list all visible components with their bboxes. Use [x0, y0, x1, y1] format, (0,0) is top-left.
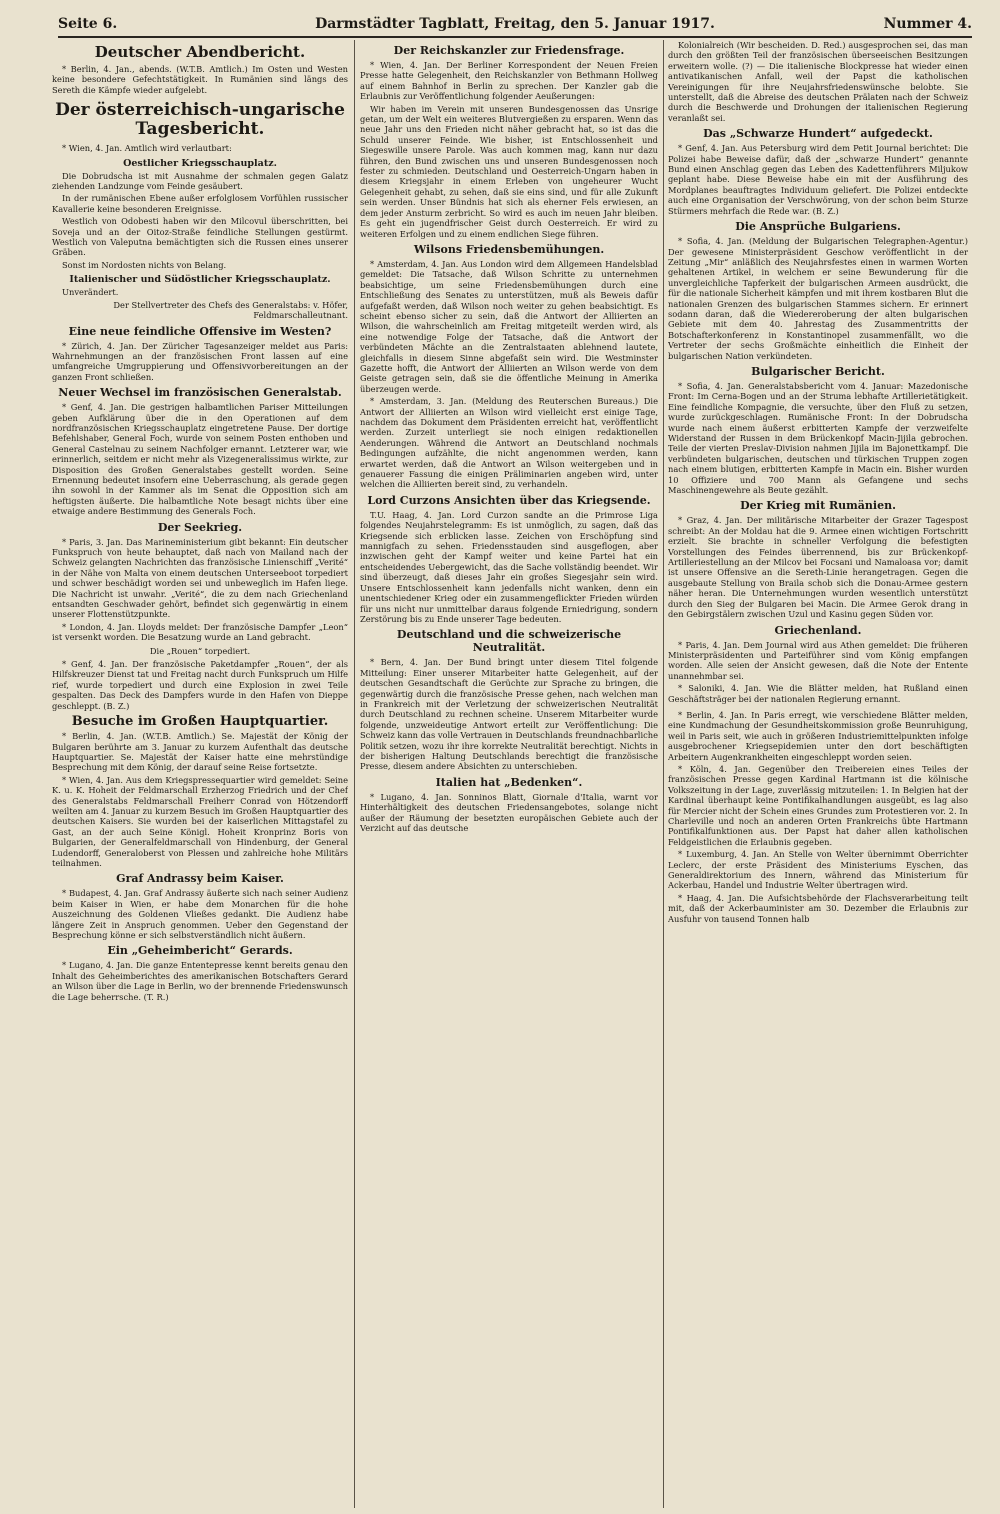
paragraph: * Zürich, 4. Jan. Der Züricher Tagesanzeiger meldet aus Paris: Wahrnehmungen an der französischen Front lassen auf eine umfangreiche Umgruppierung und Offensivvorbereitungen an der ganzen Front schließen.	[52, 340, 348, 382]
headline-offensive: Eine neue feindliche Offensive im Westen?	[68, 324, 332, 338]
article-abendbericht: * Berlin, 4. Jan., abends. (W.T.B. Amtlich.) Im Osten und Westen keine besondere Gefechtstätigkeit. In Rumänien sind längs des Sereth die Kämpfe wieder aufgelebt.	[52, 64, 348, 95]
paragraph: * Amsterdam, 3. Jan. (Meldung des Reuterschen Bureaus.) Die Antwort der Alliierten an Wilson wird vielleicht erst einige Tage, nachdem das Dokument dem Präsidenten erreicht hat, veröffentlicht werden. Zurzeit unterliegt sie noch einigen redaktionellen Aenderungen. Während die Antwort an Deutschland nochmals Bedingungen aufzählte, die nicht angenommen werden, kann erwartet werden, daß die Antwort an Wilson weitergeben und in genauerer Fassung die einigen Präliminarien angeben wird, unter welchen die Alliierten bereit sind, zu verhandeln.	[360, 396, 658, 490]
paragraph: T.U. Haag, 4. Jan. Lord Curzon sandte an die Primrose Liga folgendes Neujahrstelegramm: Es ist unmöglich, zu sagen, daß das Kriegsende sich erblicken lasse. Zeichen von Erschöpfung sind mannigfach zu sehen. Friedensstauden sind ausgeflogen, aber inzwischen geht der Kampf weiter und keine Partei hat ein entscheidendes Uebergewicht, das die Sache vollständig beendet. Wir sind überzeugt, daß dieses Jahr ein großes Siegesjahr sein wird. Unsere Entschlossenheit kann jedenfalls nicht wanken, denn ein unentschiedener Krieg oder ein zusammengeflickter Frieden würden für uns nicht nur unmittelbar daraus folgende Erniedrigung, sondern Zerstörung bis zu Ende unserer Tage bedeuten.	[360, 509, 658, 624]
paragraph: * Genf, 4. Jan. Der französische Paketdampfer „Rouen“, der als Hilfskreuzer Dienst tat und Freitag nacht durch Funkspruch um Hilfe rief, wurde torpediert und durch eine Explosion in zwei Teile gespalten. Das Deck des Dampfers wurde in den Hafen von Dieppe geschleppt. (B. Z.)	[52, 659, 348, 711]
column-1	[52, 40, 348, 1508]
headline-wilson: Wilsons Friedensbemühungen.	[413, 242, 605, 256]
paragraph: * Wien, 4. Jan. Der Berliner Korrespondent der Neuen Freien Presse hatte Gelegenheit, den Reichskanzler von Bethmann Hollweg auf einem Bahnhof in Berlin zu sprechen. Der Kanzler gab die Erlaubnis zur Veröffentlichung folgender Aeußerungen:	[360, 60, 658, 102]
paragraph: * Sofia, 4. Jan. Generalstabsbericht vom 4. Januar: Mazedonische Front: Im Cerna-Bogen und an der Struma lebhafte Artillerietätigkeit. Eine feindliche Kompagnie, die versuchte, über den Fluß zu setzen, wurde zurückgeschlagen. Rumänische Front: In der Dobrudscha wurde nach einem äußerst erbitterten Kampfe der verzweifelte Widerstand der Russen in dem Brückenkopf Macin-Jijila gebrochen. Teile der vierten Preslav-Division nahmen Jijila im Bajonettkampf. Die verbündeten bulgarischen, deutschen und türkischen Truppen zogen nach einem blutigen, erbitterten Kampfe in Macin ein. Bisher wurden 10 Offiziere und 700 Mann als Gefangene und sechs Maschinengewehre als Beute gezählt.	[668, 380, 968, 496]
paragraph: * Köln, 4. Jan. Gegenüber den Treibereien eines Teiles der französischen Presse gegen Kardinal Hartmann ist die kölnische Volkszeitung in der Lage, zuverlässig mitzuteilen: 1. In Belgien hat der Kardinal überhaupt keine Pontifikalhandlungen ausgeübt, es lag also für Mercier nicht der Schein eines Grundes zum Protestieren vor. 2. In Charleville und noch an anderen Orten Frankreichs übte Hartmann Pontifikalfunktionen aus. Der Papst hat daher allen katholischen Feldgeistlichen die Erlaubnis gegeben.	[668, 763, 968, 847]
headline-seekrieg: Der Seekrieg.	[157, 520, 243, 534]
paragraph: In der rumänischen Ebene außer erfolglosem Vorfühlen russischer Kavallerie keine besonderen Ereignisse.	[52, 193, 348, 214]
column-divider	[354, 40, 355, 1508]
headline-bulgarien: Die Ansprüche Bulgariens.	[735, 220, 901, 234]
masthead	[58, 14, 972, 38]
paragraph: * Amsterdam, 4. Jan. Aus London wird dem Allgemeen Handelsblad gemeldet: Die Tatsache, daß Wilson Schritte zu unternehmen beabsichtige, um seine Friedensbemühungen durch eine Entschließung des Senates zu unterstützen, muß als Beweis dafür aufgefaßt werden, daß Wilson noch weiter zu gehen beabsichtigt. Es scheint ebenso sicher zu sein, daß die Antwort der Alliierten an Wilson, die wahrscheinlich am Freitag mitgeteilt werden wird, als eine notwendige Folge der Tatsache, daß die Antwort der verbündeten Mächte an die Zentralstaaten ablehnend lautete, gleichfalls in diesem Sinne abgefaßt sein wird. Die Westminster Gazette hofft, die Antwort der Alliierten an Wilson werde von dem Geiste getragen sein, daß sie die öffentliche Meinung in Amerika überzeugen werde.	[360, 258, 658, 394]
headline-besuche: Besuche im Großen Hauptquartier.	[71, 714, 329, 730]
headline-rumaenien: Der Krieg mit Rumänien.	[740, 499, 896, 513]
paragraph: * Budapest, 4. Jan. Graf Andrassy äußerte sich nach seiner Audienz beim Kaiser in Wien, er habe dem Monarchen für die hohe Auszeichnung des Goldenen Vließes gedankt. Die Audienz habe längere Zeit in Anspruch genommen. Ueber den Gegenstand der Besprechung könne er sich selbstverständlich nicht äußern.	[52, 888, 348, 940]
paragraph: * Graz, 4. Jan. Der militärische Mitarbeiter der Grazer Tagespost schreibt: An der Moldau hat die 9. Armee einen wichtigen Fortschritt erzielt. Sie brachte in schneller Verfolgung die befestigten Vorstellungen des Feindes überrennend, bis zur Brückenkopf-Artilleriestellung an der Milcov bei Focsani und Namaloasa vor; damit ist unsere Offensive an die Sereth-Linie herangetragen. Gegen die ausgebaute Stellung von Braila schob sich die Donau-Armee gestern näher heran. Die Unternehmungen wurden wesentlich unterstützt durch den Sieg der Bulgaren bei Macin. Die Armee Gerok drang in den Gebirgstälern zwischen Uzul und Kasinu gegen Süden vor.	[668, 515, 968, 620]
headline-gerard: Ein „Geheimbericht“ Gerards.	[107, 944, 293, 958]
column-3	[668, 40, 968, 1508]
paragraph: * Saloniki, 4. Jan. Wie die Blätter melden, hat Rußland einen Geschäftsträger bei der nationalen Regierung ernannt.	[668, 683, 968, 704]
paragraph: * Berlin, 4. Jan. In Paris erregt, wie verschiedene Blätter melden, eine Kundmachung der Gesundheitskommission große Beunruhigung, weil in Paris seit, wie auch in größeren Industriemittelpunkten infolge ausgebrochener Kriegsepidemien unter den dort beschäftigten Arbeitern Augenkrankheiten eingeschleppt worden seien.	[668, 709, 968, 762]
paragraph: Westlich von Odobesti haben wir den Milcovul überschritten, bei Soveja und an der Oitoz-Straße feindliche Stellungen gestürmt. Westlich von Valeputna bemächtigten sich die Russen eines unserer Gräben.	[52, 216, 348, 258]
subhead-italienisch: Italienischer und Südöstlicher Kriegsschauplatz.	[69, 274, 331, 286]
paragraph: * Genf, 4. Jan. Die gestrigen halbamtlichen Pariser Mitteilungen geben Aufklärung über die in den Operationen auf dem nordfranzösischen Kriegsschauplatz eingetretene Pause. Der dortige Befehlshaber, General Foch, wurde von seinem Posten enthoben und General Castelnau zu seinem Nachfolger ernannt. Letzterer war, wie erinnerlich, seitdem er nicht mehr als Vizegeneralissimus wirkte, zur Disposition des Großen Generalstabes gestellt worden. Seine Ernennung bedeutet insofern eine Ueberraschung, als gerade gegen ihn sowohl in der Kammer als im Senat die Opposition sich am heftigsten äußerte. Die halbamtliche Note besagt nichts über eine etwaige andere Bestimmung des Generals Foch.	[52, 402, 348, 517]
column-2	[360, 40, 658, 1508]
headline-oesterreich: Der österreichisch-ungarische Tagesbericht.	[55, 100, 345, 140]
paragraph: * Lugano, 4. Jan. Die ganze Ententepresse kennt bereits genau den Inhalt des Geheimberichtes des amerikanischen Botschafters Gerard an Wilson über die Lage in Berlin, wo der brennende Friedenswunsch die Lage beherrsche. (T. R.)	[52, 960, 348, 1002]
headline-schwarze-hundert: Das „Schwarze Hundert“ aufgedeckt.	[703, 127, 933, 141]
page-number: Seite 6.	[58, 16, 118, 32]
paragraph: Wir haben im Verein mit unseren Bundesgenossen das Unsrige getan, um der Welt ein weiteres Blutvergießen zu ersparen. Wenn das neue Jahr uns den Frieden nicht näher gebracht hat, so ist das die Schuld unserer Feinde. Wie bisher, ist Entschlossenheit und Siegeswille unsere Parole. Was auch kommen mag, kann nur dazu führen, den Bund zwischen uns und unseren Bundesgenossen noch fester zu schmieden. Deutschland und Oesterreich-Ungarn haben in diesem Kriegsjahr in einem Erleben von ungeheurer Wucht Gelegenheit gehabt, zu sehen, daß sie eins sind, und für alle Zukunft sein werden. Unser Bündnis hat sich als eherner Fels erwiesen, an dem jeder Ansturm zerbricht. So wird es auch im neuen Jahr bleiben. Es geht ein jugendfrischer Geist durch Oesterreich. Er wird zu weiteren Erfolgen und zu einem endlichen Siege führen.	[360, 103, 658, 239]
paragraph: Unverändert.	[62, 287, 119, 298]
headline-andrassy: Graf Andrassy beim Kaiser.	[116, 872, 284, 886]
issue-number: Nummer 4.	[883, 16, 972, 32]
headline-curzon: Lord Curzons Ansichten über das Kriegsende.	[367, 493, 651, 507]
subhead-rouen: Die „Rouen“ torpediert.	[149, 645, 251, 656]
newspaper-title: Darmstädter Tagblatt, Freitag, den 5. Januar 1917.	[315, 16, 715, 32]
paragraph: * Sofia, 4. Jan. (Meldung der Bulgarischen Telegraphen-Agentur.) Der gewesene Ministerpräsident Geschow veröffentlicht in der Zeitung „Mir“ anläßlich des Neujahrsfestes einen in warmen Worten gehaltenen Artikel, in welchem er seine Bewunderung für die unvergleichliche Tapferkeit der bulgarischen Armeen ausdrückt, die für die nationale Sicherheit kämpfen und mit ihrem kostbaren Blut die nationalen Grenzen des bulgarischen Stammes sichern. Er erinnert sodann daran, daß die Wiedereroberung der alten bulgarischen Gebiete mit dem 40. Jahrestag des Zusammentritts der Botschafterkonferenz in Konstantinopel zusammenfällt, wo die Vertreter der sechs Großmächte einheitlich die Einheit der bulgarischen Nation verkündeten.	[668, 236, 968, 361]
paragraph: * Bern, 4. Jan. Der Bund bringt unter diesem Titel folgende Mitteilung: Einer unserer Mitarbeiter hatte Gelegenheit, auf der deutschen Gesandtschaft die Gerüchte zur Sprache zu bringen, die gegenwärtig durch die französische Presse gehen, nach welchen man in Frankreich mit der Verletzung der schweizerischen Neutralität durch Deutschland zu rechnen scheine. Unserem Mitarbeiter wurde folgende, unzweideutige Antwort erteilt zur Veröffentlichung: Die Schweiz kann das volle Vertrauen in Deutschlands freundnachbarliche Politik setzen, wozu ihr ihre korrekte Neutralität berechtigt. Nichts in der bisherigen Haltung Deutschlands berechtigt die französische Presse, diesem andere Absichten zu unterschieben.	[360, 657, 658, 772]
paragraph: * Paris, 4. Jan. Dem Journal wird aus Athen gemeldet: Die früheren Ministerpräsidenten und Parteiführer sind vom König empfangen worden. Alle seien der Ansicht gewesen, daß die Note der Entente unannehmbar sei.	[668, 639, 968, 681]
paragraph: Die Dobrudscha ist mit Ausnahme der schmalen gegen Galatz ziehenden Landzunge vom Feinde gesäubert.	[52, 170, 348, 192]
headline-bulgarischer-bericht: Bulgarischer Bericht.	[751, 364, 885, 378]
headline-griechenland: Griechenland.	[774, 623, 862, 637]
paragraph: * Genf, 4. Jan. Aus Petersburg wird dem Petit Journal berichtet: Die Polizei habe Beweise dafür, daß der „schwarze Hundert“ genannte Bund einen Anschlag gegen das Leben des Kadettenführers Miljukow geplant habe. Diese Beweise habe ein mit der Ausführung des Mordplanes beauftragtes Individuum geliefert. Die Polizei entdeckte auch eine Organisation der Verschwörung, von der schon beim Sturze Stürmers mehrfach die Rede war. (B. Z.)	[668, 143, 968, 216]
paragraph: * Paris, 3. Jan. Das Marineministerium gibt bekannt: Ein deutscher Funkspruch von heute behauptet, daß nach von Mailand nach der Schweiz gelangten Nachrichten das französische Linienschiff „Verité“ in der Nähe von Malta von einem deutschen Unterseeboot torpediert und schwer beschädigt worden sei und unbeweglich im Hafen liege. Die Nachricht ist unwahr. „Verité“, die zu dem nach Griechenland entsandten Geschwader gehört, befindet sich gegenwärtig in einem unserer Flottenstützpunkte.	[52, 536, 348, 620]
signature: Der Stellvertreter des Chefs des Generalstabs: v. Höfer, Feldmarschalleutnant.	[113, 299, 348, 321]
headline-schweiz: Deutschland und die schweizerische Neutralität.	[396, 628, 622, 655]
paragraph: Kolonialreich (Wir bescheiden. D. Red.) ausgesprochen sei, das man durch den größten Teil der französischen überseeischen Besitzungen erweitern wolle. (?) — Die italienische Blockpresse hat wieder einen antivatikanischen Anfall, weil der Papst die katholischen Vereinigungen für ihre Neujahrsfriedenswünsche belobte. Sie unterstellt, daß die Abreise des deutschen Prälaten nach der Schweiz durch die Beschwerde und Drohungen der italienischen Regierung veranlaßt sei.	[668, 40, 968, 123]
headline-abendbericht: Deutscher Abendbericht.	[94, 43, 306, 61]
paragraph: * Wien, 4. Jan. Aus dem Kriegspressequartier wird gemeldet: Seine K. u. K. Hoheit der Feldmarschall Erzherzog Friedrich und der Chef des Generalstabs Feldmarschall Freiherr Conrad von Hötzendorff weilten am 4. Januar zu kurzem Besuch im Großen Hauptquartier des deutschen Kaisers. Sie wurden bei der kaiserlichen Mittagstafel zu Gast, an der auch Seine Königl. Hoheit Kronprinz Boris von Bulgarien, der Generalfeldmarschall von Hindenburg, der General Ludendorff, Generaloberst von Plessen und zahlreiche hohe Militärs teilnahmen.	[52, 774, 348, 868]
headline-generalstab: Neuer Wechsel im französischen Generalstab.	[58, 386, 342, 400]
paragraph: * Berlin, 4. Jan. (W.T.B. Amtlich.) Se. Majestät der König der Bulgaren berührte am 3. Januar zu kurzem Aufenthalt das deutsche Hauptquartier. Se. Majestät der Kaiser hatte eine mehrstündige Besprechung mit dem König, der darauf seine Reise fortsetzte.	[52, 731, 348, 773]
paragraph: * London, 4. Jan. Lloyds meldet: Der französische Dampfer „Leon“ ist versenkt worden. Die Besatzung wurde an Land gebracht.	[52, 621, 348, 643]
paragraph: * Lugano, 4. Jan. Sonninos Blatt, Giornale d'Italia, warnt vor Hinterhältigkeit des deutschen Friedensangebotes, solange nicht außer der Räumung der besetzten europäischen Gebiete auch der Verzicht auf das deutsche	[360, 791, 658, 833]
headline-reichskanzler: Der Reichskanzler zur Friedensfrage.	[393, 44, 625, 57]
paragraph: * Haag, 4. Jan. Die Aufsichtsbehörde der Flachsverarbeitung teilt mit, daß der Ackerbauminister am 30. Dezember die Erlaubnis zur Ausfuhr von tausend Tonnen halb	[668, 892, 968, 924]
paragraph: Sonst im Nordosten nichts von Belang.	[62, 259, 227, 270]
headline-italien: Italien hat „Bedenken“.	[435, 775, 583, 789]
paragraph: * Luxemburg, 4. Jan. An Stelle von Welter übernimmt Oberrichter Leclerc, der erste Präsident des Ministeriums Eyschen, das Generaldirektorium des Innern, während das Ministerium für Ackerbau, Handel und Industrie Welter übertragen wird.	[668, 849, 968, 891]
column-divider	[663, 40, 664, 1508]
subhead-oestlich: Oestlicher Kriegsschauplatz.	[123, 157, 277, 169]
article-oesterreich-intro: * Wien, 4. Jan. Amtlich wird verlautbart:	[62, 143, 232, 154]
